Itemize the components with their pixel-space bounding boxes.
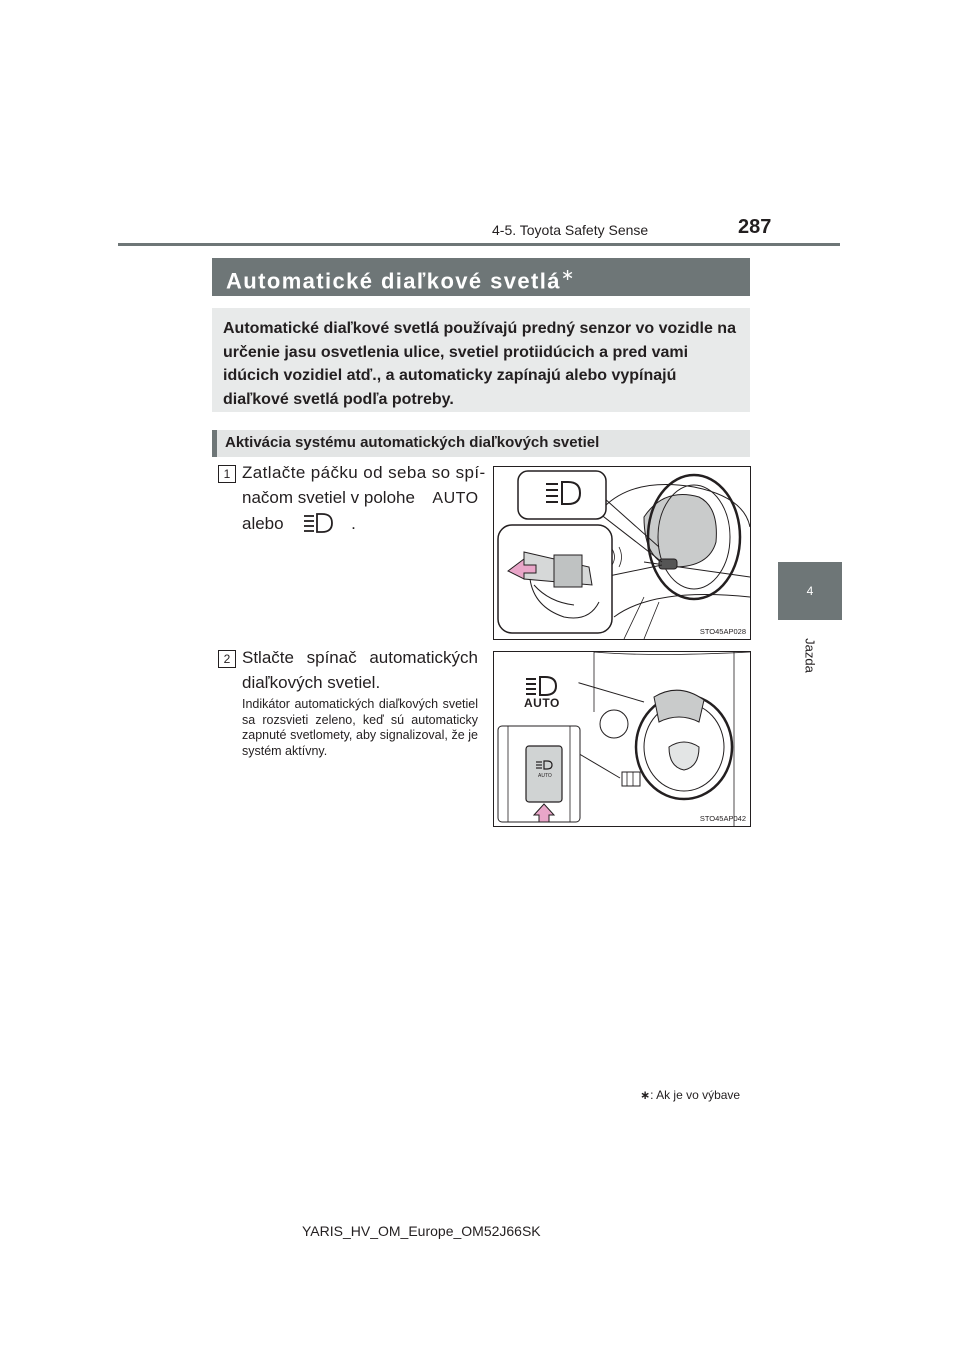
footnote [640, 1088, 740, 1102]
page-number: 287 [738, 216, 772, 238]
footnote-text: : Ak je vo výbave [650, 1088, 741, 1102]
step-2-number: 2 [218, 650, 236, 668]
intro-text: Automatické diaľkové svetlá používajú predný senzor vo vozidle na určenie jasu osvetlenia ulice, svetiel protiidúcich a pred vami idúcich vozidiel atď., a automaticky zapínajú alebo vypínajú diaľkové svetlá podľa potreby. [223, 320, 736, 408]
chapter-label [798, 630, 822, 690]
title-bar [212, 258, 750, 296]
footnote-mark: ∗ [640, 1088, 651, 1102]
step-1-line-1: Zatlačte páčku od seba so spí- [242, 463, 486, 482]
lever-illustration [494, 467, 750, 639]
chapter-tab: 4 [778, 562, 842, 620]
page-title-text: Automatické diaľkové svetlá [226, 268, 561, 294]
subsection-header [212, 430, 750, 457]
step-1-line-2 [242, 485, 478, 511]
switch-illustration [494, 652, 750, 826]
chapter-name: Jazda [802, 638, 818, 673]
step-1-text [242, 460, 486, 536]
step-2-text: Stlačte spínač automatických diaľkových svetiel. [242, 648, 478, 692]
figure-auto-switch [493, 651, 751, 827]
step-1-line-3-text: alebo [242, 514, 284, 533]
header-rule [118, 243, 840, 246]
step-2-note: Indikátor automatických diaľkových svetiel sa rozsvieti zeleno, keď sú automaticky zapnuté svetlomety, aby signalizoval, že je systém aktívny. [242, 697, 478, 758]
subsection-marker [212, 430, 217, 457]
switch-auto-label: AUTO [538, 773, 552, 779]
step-1-line-3-end: . [351, 514, 356, 533]
document-code: YARIS_HV_OM_Europe_OM52J66SK [302, 1223, 541, 1239]
section-reference: 4-5. Toyota Safety Sense [492, 222, 649, 238]
figure-1-code: STO45AP028 [699, 627, 746, 636]
figure-headlight-lever [493, 466, 751, 640]
step-1-number: 1 [218, 465, 236, 483]
auto-icon-label: AUTO [524, 696, 560, 710]
high-beam-icon [302, 512, 336, 534]
subsection-title: Aktivácia systému automatických diaľkových svetiel [225, 434, 600, 451]
auto-position-label: AUTO [432, 490, 479, 507]
figure-2-code: STO45AP042 [699, 814, 746, 823]
page-title [226, 265, 576, 294]
step-1-line-2-text: načom svetiel v polohe [242, 488, 415, 507]
intro-box [212, 308, 750, 412]
step-1-line-3 [242, 511, 478, 536]
optional-mark: ∗ [560, 267, 576, 284]
